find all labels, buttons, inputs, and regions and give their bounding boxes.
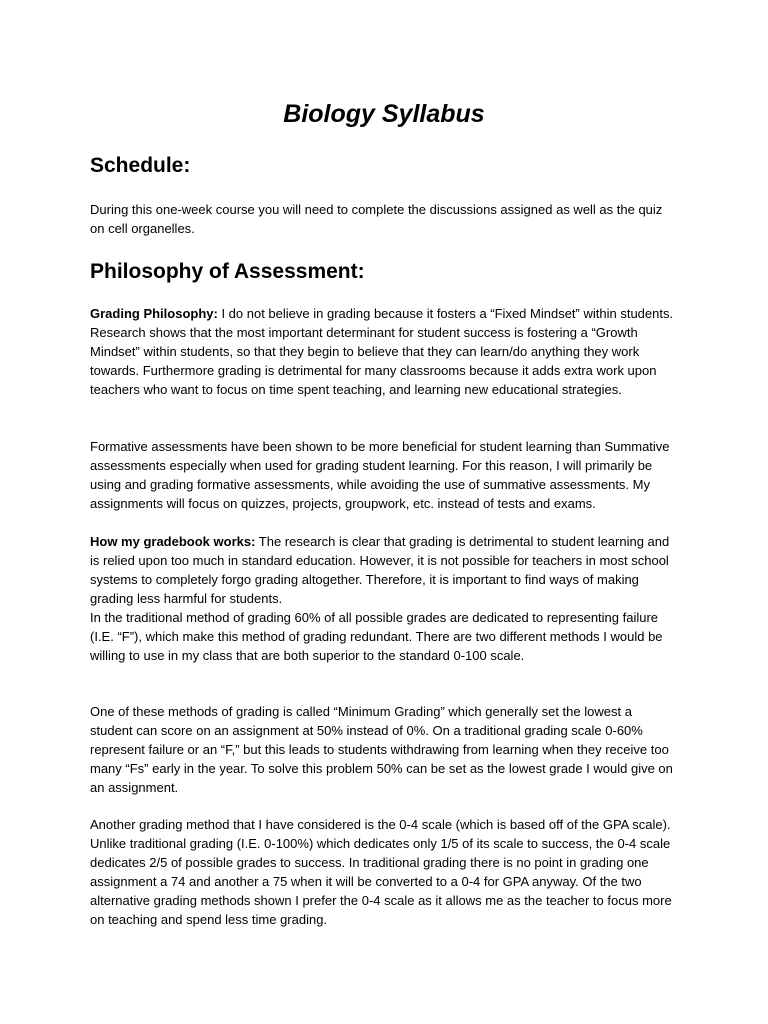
formative-assessment-paragraph: Formative assessments have been shown to be more beneficial for student learning than Summative assessments especially when used for grading student learning. For this reason, I will primarily be using and grading formative assessments, while avoiding the use of summative assessments. My assignments will focus on quizzes, projects, groupwork, etc. instead of tests and exams.	[90, 439, 670, 511]
grading-philosophy-text: I do not believe in grading because it fosters a “Fixed Mindset” within students. Research shows that the most important determinant for student success is fostering a “Growth Mindset” within students, so that they begin to believe that they can learn/do anything they work towards. Furthermore grading is detrimental for many classrooms because it adds extra work upon teachers who want to focus on time spent teaching, and learning new educational strategies.	[90, 306, 674, 397]
schedule-paragraph: During this one-week course you will need to complete the discussions assigned as well as the quiz on cell organelles.	[90, 202, 663, 236]
gpa-scale-paragraph: Another grading method that I have considered is the 0-4 scale (which is based off of the GPA scale). Unlike traditional grading (I.E. 0-100%) which dedicates only 1/5 of its scale to success, the 0-4 scale dedicates 2/5 of possible grades to success. In traditional grading there is no point in grading one assignment a 74 and another a 75 when it will be converted to a 0-4 for GPA anyway. Of the two alternative grading methods shown I prefer the 0-4 scale as it allows me as the teacher to focus more on teaching and spend less time grading.	[90, 817, 672, 927]
gradebook-label: How my gradebook works:	[90, 534, 256, 549]
traditional-grading-paragraph: In the traditional method of grading 60% of all possible grades are dedicated to representing failure (I.E. “F”), which make this method of grading redundant. There are two different methods I would be willing to use in my class that are both superior to the standard 0-100 scale.	[90, 610, 663, 663]
gradebook-text: The research is clear that grading is detrimental to student learning and is relied upon too much in standard education. However, it is not possible for teachers in most school systems to completely forgo grading altogether. Therefore, it is important to find ways of making grading less harmful for students.	[90, 534, 670, 606]
philosophy-heading: Philosophy of Assessment:	[90, 260, 365, 283]
document-title: Biology Syllabus	[283, 100, 485, 128]
grading-philosophy-paragraph	[90, 304, 678, 399]
gradebook-paragraph	[90, 532, 678, 608]
schedule-heading: Schedule:	[90, 154, 191, 177]
minimum-grading-paragraph: One of these methods of grading is called “Minimum Grading” which generally set the lowest a student can score on an assignment at 50% instead of 0%. On a traditional grading scale 0-60% represent failure or an “F,” but this leads to students withdrawing from learning when they receive too many “Fs” early in the year. To solve this problem 50% can be set as the lowest grade I would give on an assignment.	[90, 704, 673, 795]
grading-philosophy-label: Grading Philosophy:	[90, 306, 218, 321]
